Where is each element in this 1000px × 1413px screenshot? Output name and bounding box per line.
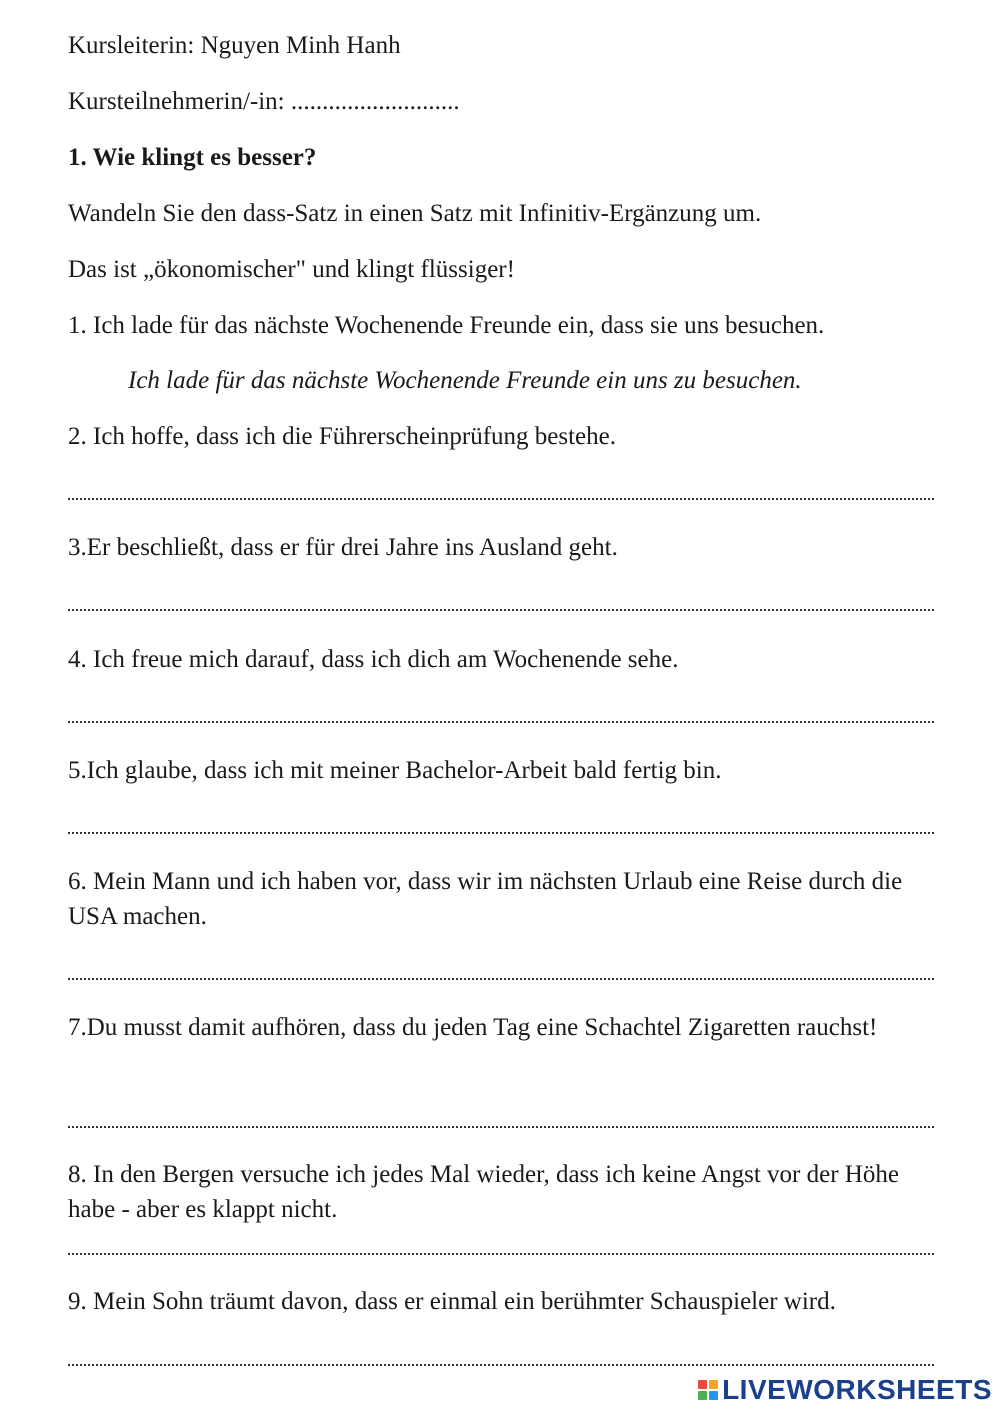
question-9: 9. Mein Sohn träumt davon, dass er einmal ein berühmter Schauspieler wird. xyxy=(68,1288,836,1315)
question-2: 2. Ich hoffe, dass ich die Führerscheinprüfung bestehe. xyxy=(68,423,616,450)
logo-square-1 xyxy=(698,1380,707,1389)
logo-square-2 xyxy=(709,1380,718,1389)
answer-line-5[interactable] xyxy=(68,830,934,834)
exercise-instruction: Wandeln Sie den dass-Satz in einen Satz mit Infinitiv-Ergänzung um. xyxy=(68,200,762,227)
liveworksheets-logo-icon xyxy=(698,1380,718,1400)
question-4: 4. Ich freue mich darauf, dass ich dich am Wochenende sehe. xyxy=(68,646,679,673)
answer-line-8[interactable] xyxy=(68,1251,934,1255)
liveworksheets-logo-text: LIVEWORKSHEETS xyxy=(722,1374,992,1405)
answer-line-3[interactable] xyxy=(68,607,934,611)
example-prompt: 1. Ich lade für das nächste Wochenende Freunde ein, dass sie uns besuchen. xyxy=(68,312,825,339)
participant-name: Kursteilnehmerin/-in: ........................... xyxy=(68,88,460,115)
answer-line-9[interactable] xyxy=(68,1362,934,1366)
question-3: 3.Er beschließt, dass er für drei Jahre ins Ausland geht. xyxy=(68,534,618,561)
example-answer: Ich lade für das nächste Wochenende Freunde ein uns zu besuchen. xyxy=(128,367,802,394)
exercise-title: 1. Wie klingt es besser? xyxy=(68,144,317,171)
answer-line-6[interactable] xyxy=(68,976,934,980)
liveworksheets-logo xyxy=(698,1373,992,1407)
teacher-name: Kursleiterin: Nguyen Minh Hanh xyxy=(68,32,401,59)
exercise-note: Das ist „ökonomischer" und klingt flüssiger! xyxy=(68,256,515,283)
answer-line-2[interactable] xyxy=(68,496,934,500)
answer-line-7[interactable] xyxy=(68,1124,934,1128)
question-5: 5.Ich glaube, dass ich mit meiner Bachelor-Arbeit bald fertig bin. xyxy=(68,757,722,784)
question-8: 8. In den Bergen versuche ich jedes Mal wieder, dass ich keine Angst vor der Höhe habe - aber es klappt nicht. xyxy=(68,1161,899,1223)
question-6: 6. Mein Mann und ich haben vor, dass wir im nächsten Urlaub eine Reise durch die USA machen. xyxy=(68,868,903,930)
answer-line-4[interactable] xyxy=(68,719,934,723)
logo-square-4 xyxy=(709,1391,718,1400)
logo-square-3 xyxy=(698,1391,707,1400)
question-7: 7.Du musst damit aufhören, dass du jeden Tag eine Schachtel Zigaretten rauchst! xyxy=(68,1014,878,1041)
